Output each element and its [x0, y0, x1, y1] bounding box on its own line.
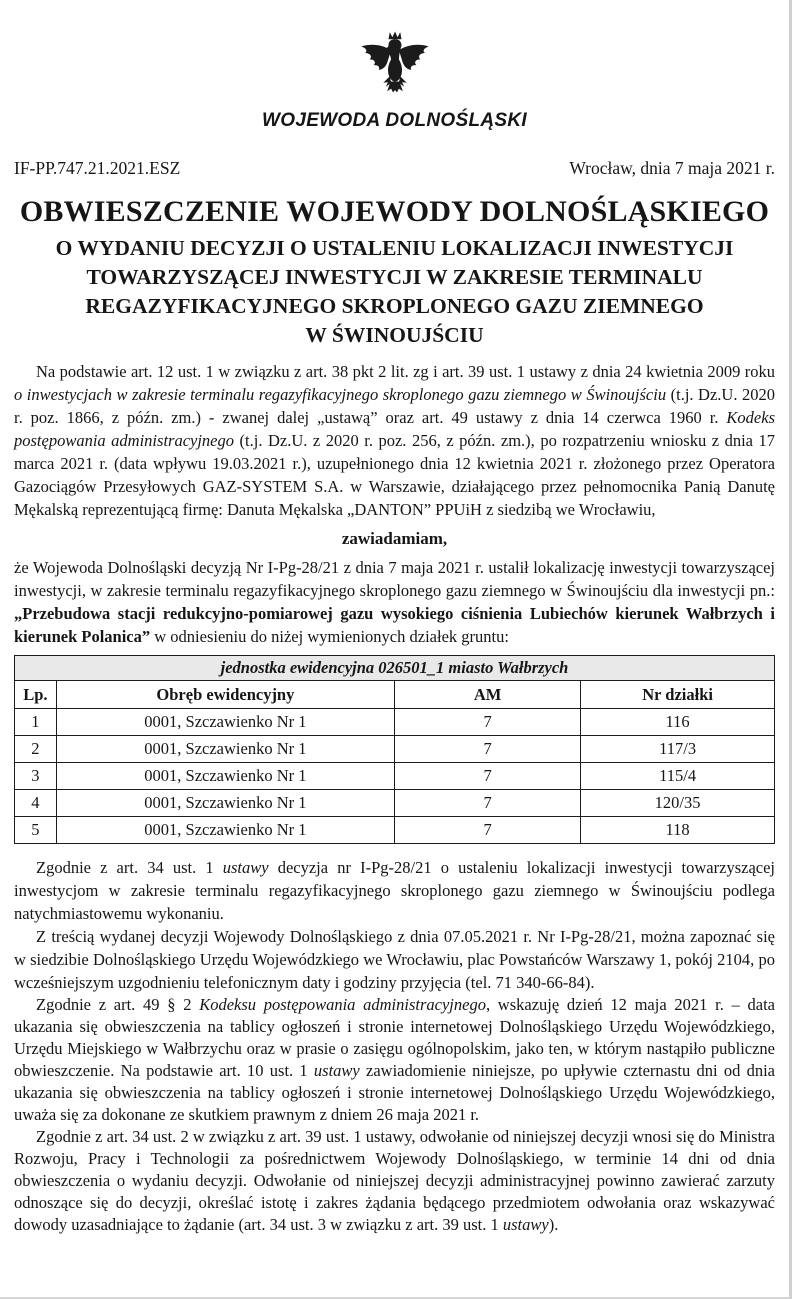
office-title: WOJEWODA DOLNOŚLĄSKI	[262, 110, 527, 131]
table-row	[15, 709, 775, 736]
investment-name-bold: „Przebudowa stacji redukcyjno-pomiarowej gazu wysokiego ciśnienia Lubiechów kierunek Wałbrzych i kierunek Polanica”	[14, 604, 775, 646]
column-header-nr: Nr działki	[581, 681, 775, 709]
subtitle-line-4: W ŚWINOUJŚCIU	[305, 323, 484, 347]
table-row	[15, 790, 775, 817]
paragraph-decision	[14, 556, 775, 648]
paragraph-legal-basis	[14, 360, 775, 521]
place-date: Wrocław, dnia 7 maja 2021 r.	[569, 158, 775, 178]
notice-keyword: zawiadamiam,	[341, 529, 448, 548]
legal-basis-text: (t.j. Dz.U. 2020 r. poz. 1866, z późn. zm.) - zwanej dalej „ustawą” oraz art. 49 ustawy z dnia 14 czerwca 1960 r.	[14, 385, 775, 427]
subtitle-line-2: TOWARZYSZĄCEJ INWESTYCJI W ZAKRESIE TERMINALU	[86, 265, 703, 289]
code-title-italic: Kodeks postępowania administracyjnego	[14, 408, 775, 450]
table-cell-obreb: 0001, Szczawienko Nr 1	[56, 817, 394, 844]
legal-basis-text: (t.j. Dz.U. z 2020 r. poz. 256, z późn. zm.), po rozpatrzeniu wniosku z dnia 17 marca 2021 r. (data wpływu 19.03.2021 r.), uzupełnionego dnia 12 kwietnia 2021 r. złożonego przez Operatora Gazociągów Przesyłowych GAZ-SYSTEM S.A. w Warszawie, działającego przez pełnomocnika Panią Danutę Mękalską reprezentującą firmę: Danuta Mękalska „DANTON” PPUiH z siedzibą we Wrocławiu,	[14, 431, 776, 519]
table-cell-am: 7	[394, 736, 580, 763]
table-cell-obreb: 0001, Szczawienko Nr 1	[56, 709, 394, 736]
column-header-am: AM	[394, 681, 580, 709]
paragraph-publication-date	[14, 994, 775, 1126]
table-cell-nr: 117/3	[581, 736, 775, 763]
execution-text: Zgodnie z art. 34 ust. 1	[36, 858, 223, 877]
reference-row	[14, 158, 775, 179]
table-cell-lp: 4	[15, 790, 57, 817]
execution-text: decyzja nr I-Pg-28/21 o ustaleniu lokalizacji inwestycji towarzyszącej inwestycjom w zakresie terminalu regazyfikacyjnego skroplonego gazu ziemnego w Świnoujściu podlega natychmiastowemu wykonaniu.	[14, 858, 776, 923]
table-cell-nr: 118	[581, 817, 775, 844]
table-cell-lp: 2	[15, 736, 57, 763]
table-cell-lp: 1	[15, 709, 57, 736]
publication-text: Zgodnie z art. 49 § 2	[36, 995, 200, 1014]
table-cell-nr: 116	[581, 709, 775, 736]
act-word-italic: ustawy	[502, 1215, 549, 1234]
decision-text: w odniesieniu do niżej wymienionych działek gruntu:	[150, 627, 509, 646]
inspection-text: Z treścią wydanej decyzji Wojewody Dolnośląskiego z dnia 07.05.2021 r. Nr I-Pg-28/21, można zapoznać się w siedzibie Dolnośląskiego Urzędu Wojewódzkiego we Wrocławiu, plac Powstańców Warszawy 1, pokój 2104, po wcześniejszym uzgodnieniu telefonicznym daty i godziny przyjęcia (tel. 71 340-66-84).	[14, 927, 775, 992]
table-row	[15, 736, 775, 763]
table-cell-am: 7	[394, 709, 580, 736]
appeal-text: ).	[548, 1215, 559, 1234]
paragraph-immediate-execution	[14, 856, 775, 925]
table-cell-obreb: 0001, Szczawienko Nr 1	[56, 790, 394, 817]
table-cell-nr: 120/35	[581, 790, 775, 817]
subtitle-line-1: O WYDANIU DECYZJI O USTALENIU LOKALIZACJI INWESTYCJI	[55, 236, 734, 260]
plots-table	[14, 655, 775, 844]
publication-text: , wskazuję dzień 12 maja 2021 r. – data ukazania się obwieszczenia na tablicy ogłoszeń i stronie internetowej Dolnośląskiego Urzędu Wojewódzkiego, Urzędu Miejskiego w Wałbrzychu oraz w prasie o zasięgu ogólnopolskim, jako ten, w którym nastąpiło publiczne obwieszczenie. Na podstawie art. 10 ust. 1	[14, 995, 775, 1080]
table-row	[15, 763, 775, 790]
act-word-italic: ustawy	[313, 1061, 360, 1080]
emblem-container	[14, 26, 775, 103]
table-cell-nr: 115/4	[581, 763, 775, 790]
table-header-row	[15, 681, 775, 709]
act-title-italic: o inwestycjach w zakresie terminalu regazyfikacyjnego skroplonego gazu ziemnego w Świnoujściu	[14, 385, 667, 404]
table-cell-am: 7	[394, 763, 580, 790]
appeal-text: Zgodnie z art. 34 ust. 2 w związku z art. 39 ust. 1 ustawy, odwołanie od niniejszej decyzji wnosi się do Ministra Rozwoju, Pracy i Technologii za pośrednictwem Wojewody Dolnośląskiego, w terminie 14 dni od dnia obwieszczenia o wydaniu decyzji. Odwołanie od niniejszej decyzji administracyjnej powinno zawierać zarzuty odnoszące się do decyzji, określać istotę i zakres żądania będącego przedmiotem odwołania oraz wskazywać dowody uzasadniające to żądanie (art. 34 ust. 3 w związku z art. 39 ust. 1	[14, 1127, 775, 1234]
page-title: OBWIESZCZENIE WOJEWODY DOLNOŚLĄSKIEGO	[19, 195, 770, 228]
table-cell-obreb: 0001, Szczawienko Nr 1	[56, 763, 394, 790]
table-caption-row	[15, 656, 775, 681]
polish-eagle-icon	[356, 26, 434, 98]
reference-number: IF-PP.747.21.2021.ESZ	[14, 158, 181, 178]
table-caption: jednostka ewidencyjna 026501_1 miasto Wałbrzych	[15, 656, 775, 681]
paragraph-inspection-info	[14, 925, 775, 994]
table-row	[15, 817, 775, 844]
publication-text: zawiadomienie niniejsze, po upływie czternastu dni od dnia ukazania się obwieszczenia na tablicy ogłoszeń i stronie internetowej Dolnośląskiego Urzędu Wojewódzkiego, uważa się za dokonane ze skutkiem prawnym z dniem 26 maja 2021 r.	[14, 1061, 775, 1124]
subtitle-line-3: REGAZYFIKACYJNEGO SKROPLONEGO GAZU ZIEMNEGO	[85, 294, 704, 318]
column-header-obreb: Obręb ewidencyjny	[56, 681, 394, 709]
column-header-lp: Lp.	[15, 681, 57, 709]
code-title-italic: Kodeksu postępowania administracyjnego	[199, 995, 486, 1014]
table-cell-lp: 5	[15, 817, 57, 844]
decision-text: że Wojewoda Dolnośląski decyzją Nr I-Pg-28/21 z dnia 7 maja 2021 r. ustalił lokalizację inwestycji towarzyszącej inwestycji, w zakresie terminalu regazyfikacyjnego skroplonego gazu ziemnego w Świnoujściu dla inwestycji pn.:	[14, 558, 775, 600]
table-cell-lp: 3	[15, 763, 57, 790]
paragraph-appeal-info	[14, 1126, 775, 1236]
table-cell-obreb: 0001, Szczawienko Nr 1	[56, 736, 394, 763]
table-cell-am: 7	[394, 817, 580, 844]
act-word-italic: ustawy	[222, 858, 269, 877]
page-subtitle	[14, 234, 775, 350]
legal-basis-text: Na podstawie art. 12 ust. 1 w związku z art. 38 pkt 2 lit. zg i art. 39 ust. 1 ustawy z dnia 24 kwietnia 2009 roku	[36, 362, 775, 381]
table-cell-am: 7	[394, 790, 580, 817]
